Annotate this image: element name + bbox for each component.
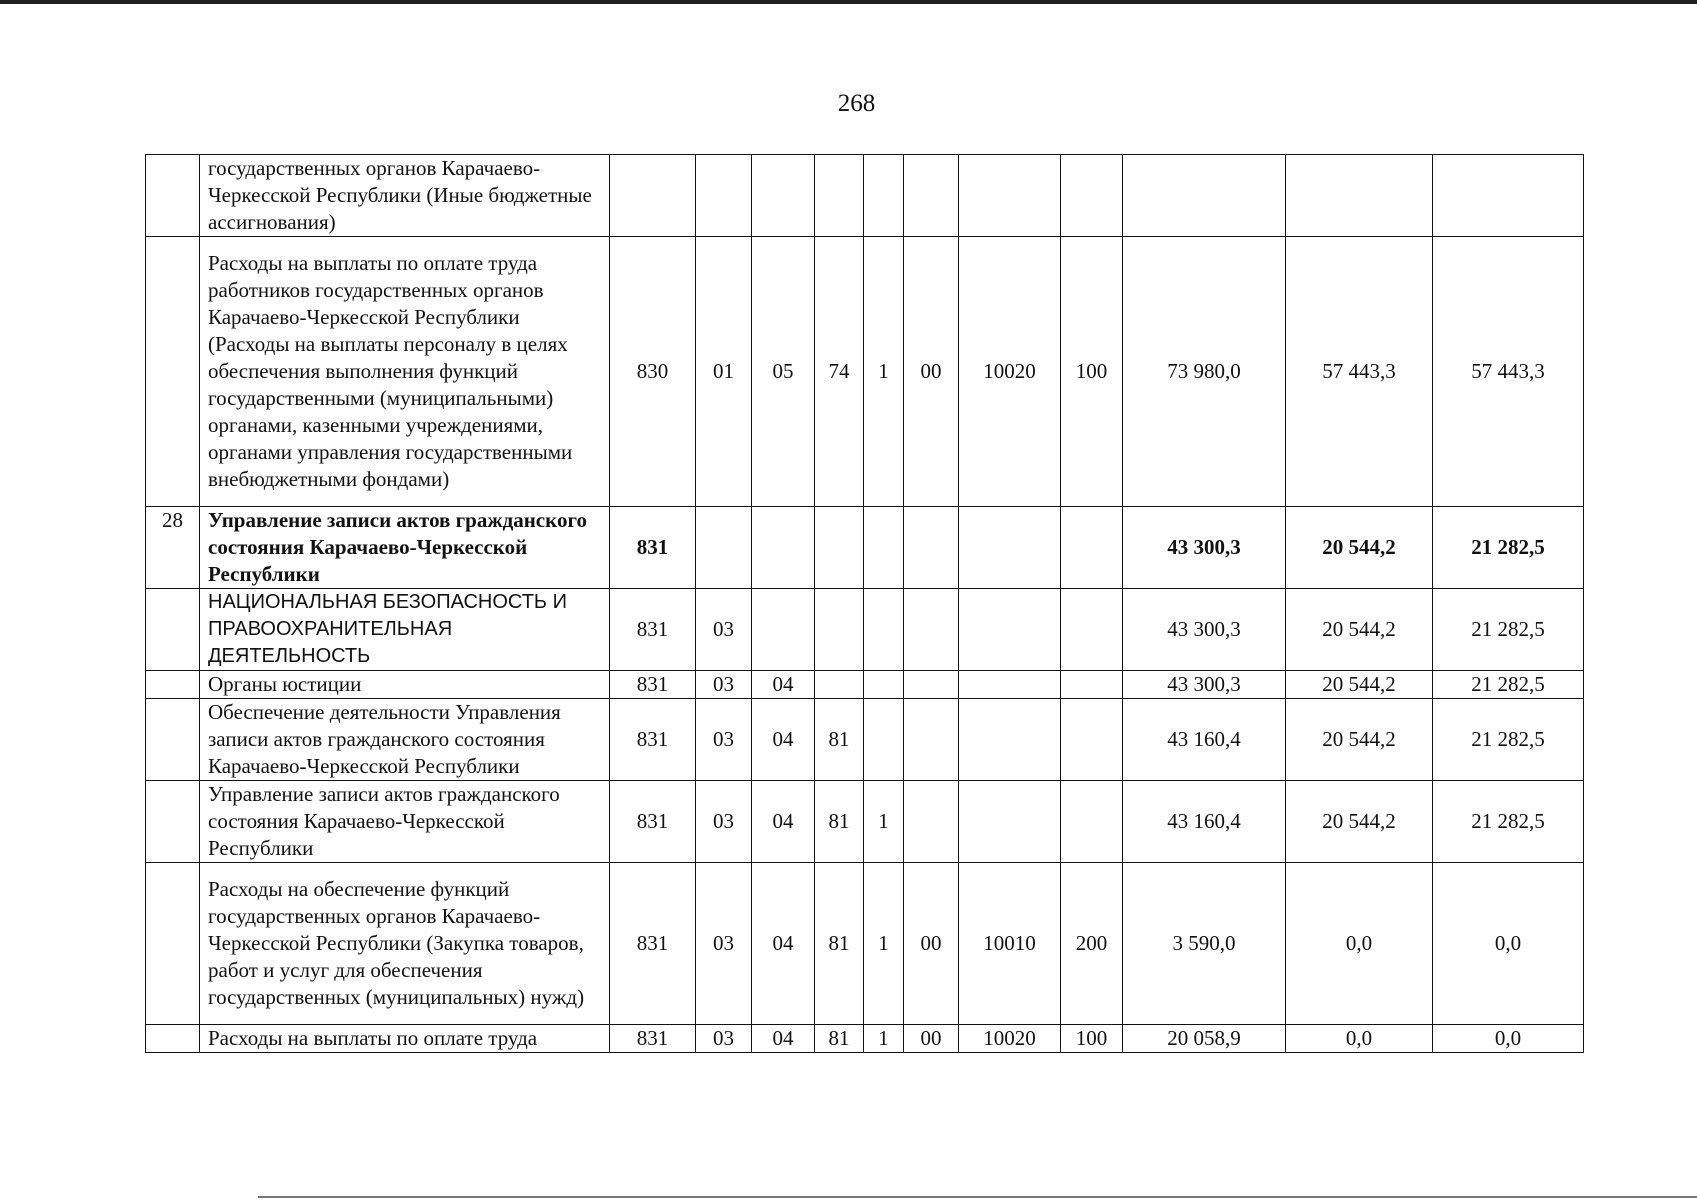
budget-table [145, 154, 1584, 1053]
amount-year3-cell: 21 282,5 [1433, 507, 1584, 589]
ministry-code-cell: 831 [610, 589, 696, 671]
row-name-cell: Обеспечение деятельности Управления записи актов гражданского состояния Карачаево-Черкесской Республики [200, 699, 610, 781]
section-code-cell [696, 507, 752, 589]
direction-code-cell [959, 781, 1061, 863]
expense-type-cell [1061, 155, 1123, 237]
activity-code-cell [904, 781, 959, 863]
amount-year3-cell: 21 282,5 [1433, 671, 1584, 699]
row-name-cell: Расходы на выплаты по оплате труда [200, 1025, 610, 1053]
amount-year2-cell: 57 443,3 [1286, 237, 1433, 507]
amount-year1-cell: 20 058,9 [1123, 1025, 1286, 1053]
ministry-code-cell [610, 155, 696, 237]
program-code-cell: 81 [815, 863, 864, 1025]
activity-code-cell [904, 671, 959, 699]
section-code-cell: 03 [696, 1025, 752, 1053]
row-number-cell [146, 671, 200, 699]
amount-year1-cell: 3 590,0 [1123, 863, 1286, 1025]
subprogram-code-cell [864, 507, 904, 589]
activity-code-cell [904, 155, 959, 237]
page-number: 268 [837, 90, 876, 117]
section-code-cell: 01 [696, 237, 752, 507]
table-row [146, 863, 1584, 1025]
expense-type-cell: 100 [1061, 237, 1123, 507]
program-code-cell [815, 155, 864, 237]
direction-code-cell: 10020 [959, 1025, 1061, 1053]
row-name-cell: НАЦИОНАЛЬНАЯ БЕЗОПАСНОСТЬ И ПРАВООХРАНИТЕЛЬНАЯ ДЕЯТЕЛЬНОСТЬ [200, 589, 610, 671]
section-code-cell [696, 155, 752, 237]
ministry-code-cell: 830 [610, 237, 696, 507]
row-name-cell: Расходы на выплаты по оплате труда работников государственных органов Карачаево-Черкесской Республики (Расходы на выплаты персоналу в целях обеспечения выполнения функций государственными (муниципальными) органами, казенными учреждениями, органами управления государственными внебюджетными фондами) [200, 237, 610, 507]
subprogram-code-cell [864, 699, 904, 781]
expense-type-cell [1061, 699, 1123, 781]
table-row [146, 1025, 1584, 1053]
activity-code-cell [904, 507, 959, 589]
subprogram-code-cell [864, 671, 904, 699]
ministry-code-cell: 831 [610, 781, 696, 863]
row-number-cell [146, 155, 200, 237]
subprogram-code-cell [864, 155, 904, 237]
row-number-cell [146, 863, 200, 1025]
table-row [146, 155, 1584, 237]
ministry-code-cell: 831 [610, 507, 696, 589]
program-code-cell: 74 [815, 237, 864, 507]
direction-code-cell [959, 589, 1061, 671]
direction-code-cell: 10010 [959, 863, 1061, 1025]
amount-year2-cell: 0,0 [1286, 863, 1433, 1025]
amount-year3-cell: 0,0 [1433, 1025, 1584, 1053]
subsection-code-cell [752, 507, 815, 589]
program-code-cell [815, 589, 864, 671]
expense-type-cell [1061, 589, 1123, 671]
subprogram-code-cell: 1 [864, 781, 904, 863]
subprogram-code-cell: 1 [864, 237, 904, 507]
row-number-cell [146, 237, 200, 507]
subsection-code-cell [752, 155, 815, 237]
amount-year3-cell: 21 282,5 [1433, 589, 1584, 671]
amount-year3-cell: 21 282,5 [1433, 781, 1584, 863]
program-code-cell [815, 671, 864, 699]
subsection-code-cell: 04 [752, 781, 815, 863]
amount-year2-cell: 0,0 [1286, 1025, 1433, 1053]
subsection-code-cell: 04 [752, 699, 815, 781]
program-code-cell [815, 507, 864, 589]
amount-year2-cell: 20 544,2 [1286, 507, 1433, 589]
expense-type-cell: 100 [1061, 1025, 1123, 1053]
amount-year3-cell: 57 443,3 [1433, 237, 1584, 507]
amount-year2-cell [1286, 155, 1433, 237]
table-row [146, 589, 1584, 671]
row-name-cell: Управление записи актов гражданского состояния Карачаево-Черкесской Республики [200, 507, 610, 589]
row-number-cell [146, 781, 200, 863]
amount-year3-cell: 21 282,5 [1433, 699, 1584, 781]
section-code-cell: 03 [696, 863, 752, 1025]
activity-code-cell [904, 589, 959, 671]
amount-year1-cell: 43 160,4 [1123, 699, 1286, 781]
ministry-code-cell: 831 [610, 699, 696, 781]
subsection-code-cell: 04 [752, 1025, 815, 1053]
table-row [146, 237, 1584, 507]
subprogram-code-cell: 1 [864, 863, 904, 1025]
subprogram-code-cell: 1 [864, 1025, 904, 1053]
ministry-code-cell: 831 [610, 671, 696, 699]
row-number-cell [146, 699, 200, 781]
amount-year2-cell: 20 544,2 [1286, 671, 1433, 699]
table-row [146, 507, 1584, 589]
section-code-cell: 03 [696, 671, 752, 699]
expense-type-cell: 200 [1061, 863, 1123, 1025]
row-name-cell: Органы юстиции [200, 671, 610, 699]
amount-year1-cell: 73 980,0 [1123, 237, 1286, 507]
row-name-cell: государственных органов Карачаево-Черкесской Республики (Иные бюджетные ассигнования) [200, 155, 610, 237]
subsection-code-cell: 04 [752, 863, 815, 1025]
amount-year1-cell: 43 300,3 [1123, 671, 1286, 699]
amount-year3-cell [1433, 155, 1584, 237]
amount-year1-cell [1123, 155, 1286, 237]
row-number-cell [146, 1025, 200, 1053]
activity-code-cell [904, 699, 959, 781]
table-row [146, 781, 1584, 863]
section-code-cell: 03 [696, 699, 752, 781]
subsection-code-cell [752, 589, 815, 671]
section-code-cell: 03 [696, 781, 752, 863]
expense-type-cell [1061, 671, 1123, 699]
amount-year1-cell: 43 300,3 [1123, 589, 1286, 671]
section-code-cell: 03 [696, 589, 752, 671]
ministry-code-cell: 831 [610, 1025, 696, 1053]
direction-code-cell [959, 155, 1061, 237]
amount-year2-cell: 20 544,2 [1286, 699, 1433, 781]
table-row [146, 671, 1584, 699]
program-code-cell: 81 [815, 699, 864, 781]
expense-type-cell [1061, 507, 1123, 589]
expense-type-cell [1061, 781, 1123, 863]
row-name-cell: Управление записи актов гражданского состояния Карачаево-Черкесской Республики [200, 781, 610, 863]
bottom-border-rule [258, 1196, 1697, 1198]
direction-code-cell [959, 699, 1061, 781]
amount-year2-cell: 20 544,2 [1286, 589, 1433, 671]
direction-code-cell [959, 507, 1061, 589]
row-number-cell [146, 589, 200, 671]
subsection-code-cell: 05 [752, 237, 815, 507]
activity-code-cell: 00 [904, 1025, 959, 1053]
row-number-cell: 28 [146, 507, 200, 589]
amount-year2-cell: 20 544,2 [1286, 781, 1433, 863]
direction-code-cell: 10020 [959, 237, 1061, 507]
amount-year1-cell: 43 300,3 [1123, 507, 1286, 589]
activity-code-cell: 00 [904, 237, 959, 507]
table-row [146, 699, 1584, 781]
program-code-cell: 81 [815, 1025, 864, 1053]
row-name-cell: Расходы на обеспечение функций государственных органов Карачаево-Черкесской Республики (Закупка товаров, работ и услуг для обеспечения государственных (муниципальных) нужд) [200, 863, 610, 1025]
subsection-code-cell: 04 [752, 671, 815, 699]
direction-code-cell [959, 671, 1061, 699]
ministry-code-cell: 831 [610, 863, 696, 1025]
amount-year1-cell: 43 160,4 [1123, 781, 1286, 863]
program-code-cell: 81 [815, 781, 864, 863]
amount-year3-cell: 0,0 [1433, 863, 1584, 1025]
subprogram-code-cell [864, 589, 904, 671]
top-border-rule [0, 0, 1697, 4]
activity-code-cell: 00 [904, 863, 959, 1025]
